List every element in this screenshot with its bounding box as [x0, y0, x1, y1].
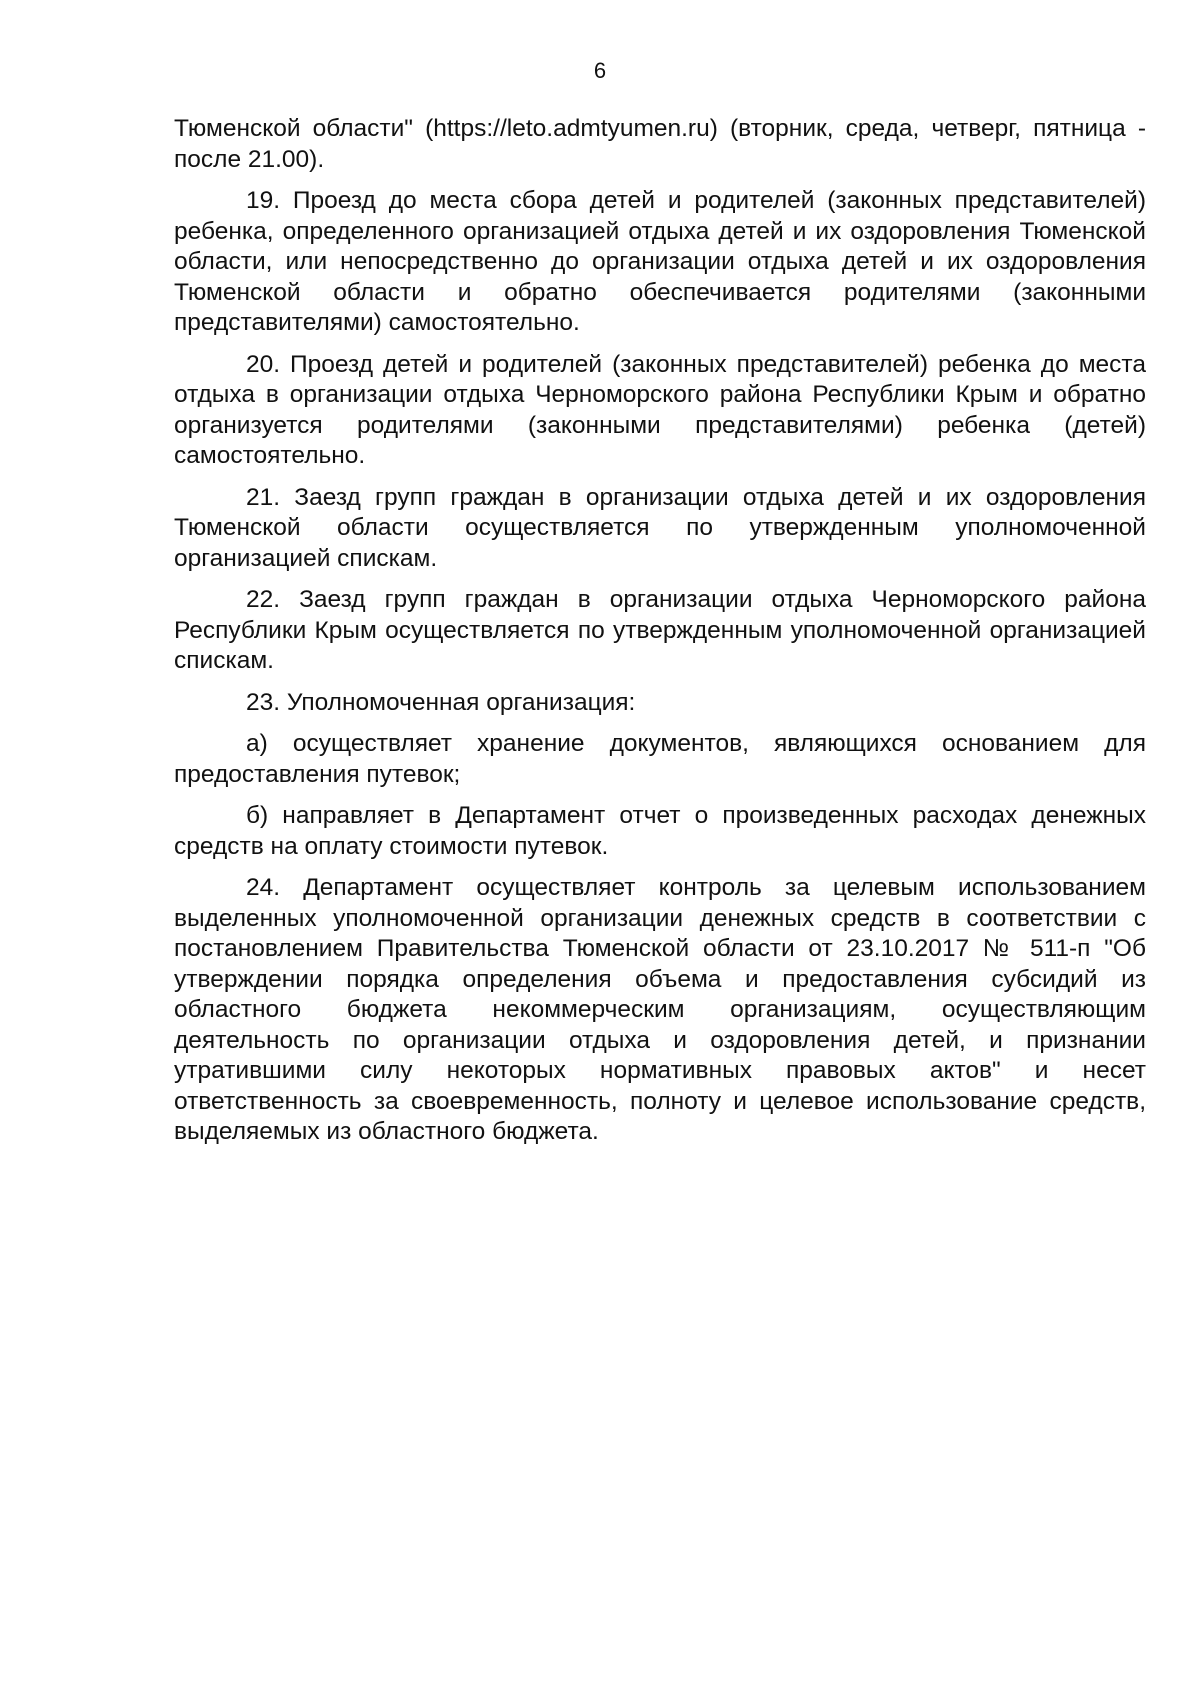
document-body — [174, 114, 1146, 1159]
paragraph-continuation: Тюменской области" (https://leto.admtyumen.ru) (вторник, среда, четверг, пятница - после 21.00). — [174, 115, 1146, 173]
paragraph-19: 19. Проезд до места сбора детей и родителей (законных представителей) ребенка, определенного организацией отдыха детей и их оздоровления Тюменской области, или непосредственно до организации отдыха детей и их оздоровления Тюменской области и обратно обеспечивается родителями (законными представителями) самостоятельно. — [174, 187, 1146, 336]
paragraph-23: 23. Уполномоченная организация: — [246, 688, 636, 716]
paragraph-20: 20. Проезд детей и родителей (законных представителей) ребенка до места отдыха в организации отдыха Черноморского района Республики Крым и обратно организуется родителями (законными представителями) ребенка (детей) самостоятельно. — [174, 350, 1146, 469]
paragraph-21: 21. Заезд групп граждан в организации отдыха детей и их оздоровления Тюменской области осуществляется по утвержденным уполномоченной организацией спискам. — [174, 483, 1146, 572]
paragraph-24: 24. Департамент осуществляет контроль за целевым использованием выделенных уполномоченной организации денежных средств в соответствии с постановлением Правительства Тюменской области от 23.10.2017 № 511-п "Об утверждении порядка определения объема и предоставления субсидий из областного бюджета некоммерческим организациям, осуществляющим деятельность по организации отдыха и оздоровления детей, и признании утратившими силу некоторых нормативных правовых актов" и несет ответственность за своевременность, полноту и целевое использование средств, выделяемых из областного бюджета. — [174, 874, 1146, 1145]
paragraph-23-a: а) осуществляет хранение документов, являющихся основанием для предоставления путевок; — [174, 730, 1146, 788]
paragraph-23-b: б) направляет в Департамент отчет о произведенных расходах денежных средств на оплату стоимости путевок. — [174, 802, 1146, 860]
paragraph-22: 22. Заезд групп граждан в организации отдыха Черноморского района Республики Крым осуществляется по утвержденным уполномоченной организацией спискам. — [174, 586, 1146, 674]
page-number: 6 — [593, 58, 607, 83]
